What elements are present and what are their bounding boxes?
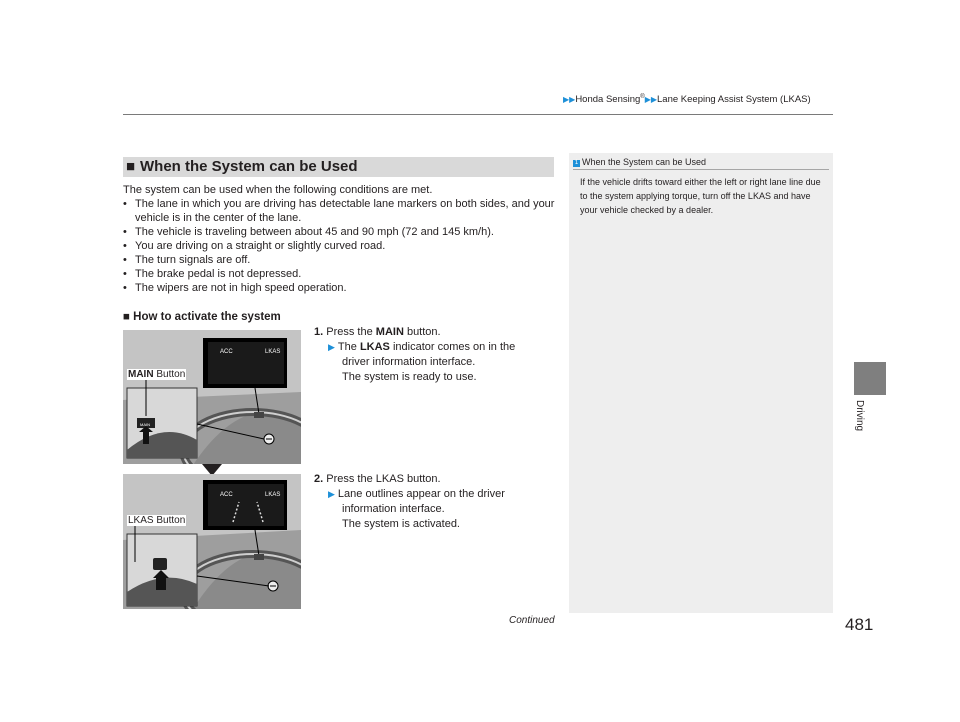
conditions-list bbox=[123, 197, 563, 295]
screen-lkas-label-2: LKAS bbox=[265, 492, 281, 498]
note-title: 1 When the System can be Used bbox=[574, 157, 707, 167]
bullet-icon: • bbox=[123, 198, 127, 210]
step-number: 2. bbox=[314, 473, 324, 485]
chapter-label: Driving bbox=[854, 400, 865, 432]
screen-acc-label-2: ACC bbox=[220, 492, 233, 498]
bullet-icon: • bbox=[123, 240, 127, 252]
section-title: When the System can be Used bbox=[140, 158, 358, 175]
main-button-text: MAIN bbox=[140, 422, 150, 427]
main-button-label: MAIN Button bbox=[128, 369, 186, 380]
subsection-marker-icon: ■ bbox=[123, 311, 130, 323]
breadcrumb-item-lkas: Lane Keeping Assist System (LKAS) bbox=[657, 94, 811, 106]
continued-label: Continued bbox=[509, 615, 555, 626]
intro-text: The system can be used when the following conditions are met. bbox=[123, 184, 433, 196]
section-marker-icon: ■ bbox=[126, 158, 136, 175]
result-arrow-icon: ▶ bbox=[328, 489, 335, 499]
step-number: 1. bbox=[314, 326, 324, 338]
list-item: • You are driving on a straight or slightly curved road. bbox=[123, 240, 386, 252]
bullet-icon: • bbox=[123, 254, 127, 266]
chapter-tab bbox=[854, 362, 886, 395]
header-divider bbox=[123, 114, 833, 115]
list-item: • The turn signals are off. bbox=[123, 254, 251, 266]
breadcrumb-arrow-icon: ▶▶ bbox=[644, 95, 658, 105]
step-1: 1. Press the MAIN button. ▶ The LKAS indicator comes on in the driver information interface. The system is ready to use. bbox=[314, 326, 516, 383]
list-item: • The vehicle is traveling between about 45 and 90 mph (72 and 145 km/h). bbox=[123, 226, 494, 238]
list-item: • The wipers are not in high speed operation. bbox=[123, 282, 347, 294]
list-item: • The brake pedal is not depressed. bbox=[123, 268, 302, 280]
note-body: If the vehicle drifts toward either the left or right lane line due to the system applying torque, turn off the LKAS and have your vehicle checked by a dealer. bbox=[580, 177, 821, 215]
note-number-icon: 1 bbox=[574, 160, 579, 166]
section-header bbox=[123, 157, 554, 177]
note-panel bbox=[569, 153, 833, 613]
breadcrumb: ▶▶Honda Sensing®▶▶Lane Keeping Assist System (LKAS) bbox=[563, 94, 811, 106]
bullet-icon: • bbox=[123, 282, 127, 294]
note-divider bbox=[573, 169, 829, 170]
screen-acc-label: ACC bbox=[220, 349, 233, 355]
step-2: 2. Press the LKAS button. ▶ Lane outlines appear on the driver information interface. The system is activated. bbox=[314, 473, 505, 530]
subsection-title: ■ How to activate the system bbox=[123, 311, 281, 323]
screen-lkas-label: LKAS bbox=[265, 349, 281, 355]
page-number: 481 bbox=[845, 615, 874, 634]
list-item: • The lane in which you are driving has detectable lane markers on both sides, and your vehicle is in the center of the lane. bbox=[123, 198, 555, 224]
lkas-button-label: LKAS Button bbox=[128, 515, 186, 526]
bullet-icon: • bbox=[123, 268, 127, 280]
result-arrow-icon: ▶ bbox=[328, 342, 335, 352]
bullet-icon: • bbox=[123, 226, 127, 238]
breadcrumb-item-honda-sensing: Honda Sensing bbox=[575, 94, 641, 106]
breadcrumb-arrow-icon: ▶▶ bbox=[563, 95, 576, 105]
